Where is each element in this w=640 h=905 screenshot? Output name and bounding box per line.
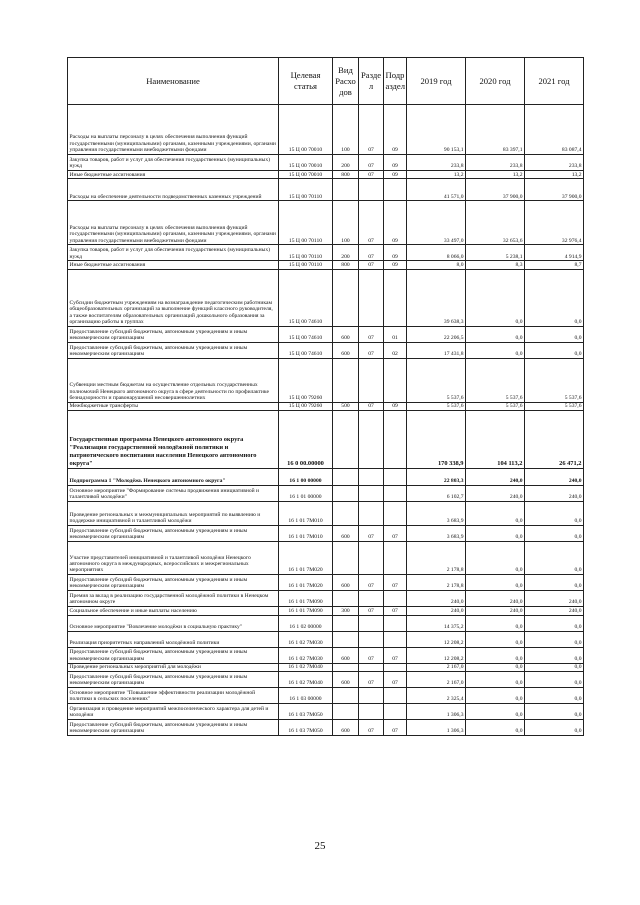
table-row bbox=[68, 575, 584, 591]
row-target-article: 15 Ц 00 74610 bbox=[279, 269, 333, 326]
row-name: Предоставление субсидий бюджетным, автономным учреждениям и иным некоммерческим организациям bbox=[68, 720, 279, 736]
table-row bbox=[68, 261, 584, 269]
row-section bbox=[359, 486, 384, 502]
table-row bbox=[68, 358, 584, 402]
row-target-article: 15 Ц 00 70110 bbox=[279, 261, 333, 269]
row-expense-type: 100 bbox=[333, 105, 359, 155]
row-value-2020: 0,0 bbox=[466, 672, 525, 688]
row-name: Иные бюджетные ассигнования bbox=[68, 171, 279, 179]
table-row bbox=[68, 607, 584, 615]
row-value-2020: 0,0 bbox=[466, 704, 525, 720]
row-section: 07 bbox=[359, 575, 384, 591]
row-expense-type: 600 bbox=[333, 672, 359, 688]
row-value-2019: 13,2 bbox=[407, 171, 466, 179]
row-expense-type bbox=[333, 358, 359, 402]
row-target-article: 15 Ц 00 70010 bbox=[279, 155, 333, 171]
row-value-2020: 0,0 bbox=[466, 663, 525, 671]
table-row bbox=[68, 526, 584, 542]
row-subsection bbox=[384, 469, 407, 486]
table-row bbox=[68, 631, 584, 647]
row-section: 07 bbox=[359, 647, 384, 663]
row-subsection bbox=[384, 615, 407, 631]
table-body bbox=[68, 105, 584, 736]
row-target-article: 15 Ц 00 70110 bbox=[279, 201, 333, 245]
row-value-2021: 0,0 bbox=[525, 342, 584, 358]
table-row bbox=[68, 245, 584, 261]
row-expense-type bbox=[333, 688, 359, 704]
row-name: Закупка товаров, работ и услуг для обеспечения государственных (муниципальных) нужд bbox=[68, 245, 279, 261]
table-row bbox=[68, 402, 584, 410]
row-expense-type: 200 bbox=[333, 155, 359, 171]
row-name: Предоставление субсидий бюджетным, автономным учреждениям и иным некоммерческим организациям bbox=[68, 342, 279, 358]
header-subsection: Подр аздел bbox=[384, 58, 407, 105]
row-value-2021: 0,0 bbox=[525, 720, 584, 736]
row-subsection: 09 bbox=[384, 245, 407, 261]
row-subsection bbox=[384, 688, 407, 704]
row-target-article: 15 Ц 00 70110 bbox=[279, 245, 333, 261]
row-value-2019: 33 497,0 bbox=[407, 201, 466, 245]
row-value-2021: 0,0 bbox=[525, 672, 584, 688]
budget-table bbox=[67, 57, 584, 736]
row-target-article: 16 1 01 7М090 bbox=[279, 607, 333, 615]
row-target-article: 16 1 01 7М010 bbox=[279, 526, 333, 542]
table-row bbox=[68, 179, 584, 201]
table-row bbox=[68, 542, 584, 575]
row-name: Премия за вклад в реализацию государственной молодёжной политики в Ненецком автономном округе bbox=[68, 591, 279, 607]
row-subsection bbox=[384, 358, 407, 402]
row-subsection bbox=[384, 179, 407, 201]
row-name: Расходы на выплаты персоналу в целях обеспечения выполнения функций государственными (муниципальными) органами, казенными учреждениями, органами управления государственными внебюджетными фондами bbox=[68, 201, 279, 245]
row-section: 07 bbox=[359, 201, 384, 245]
row-value-2021: 5 537,6 bbox=[525, 358, 584, 402]
row-value-2019: 90 153,1 bbox=[407, 105, 466, 155]
row-value-2019: 39 638,3 bbox=[407, 269, 466, 326]
row-value-2021: 0,0 bbox=[525, 631, 584, 647]
row-subsection bbox=[384, 269, 407, 326]
row-name: Расходы на обеспечение деятельности подведомственных казенных учреждений bbox=[68, 179, 279, 201]
row-expense-type bbox=[333, 704, 359, 720]
row-value-2020: 13,2 bbox=[466, 171, 525, 179]
row-target-article: 15 Ц 00 79260 bbox=[279, 402, 333, 410]
row-value-2020: 5 537,6 bbox=[466, 402, 525, 410]
row-value-2021: 13,2 bbox=[525, 171, 584, 179]
row-value-2021: 0,0 bbox=[525, 647, 584, 663]
row-value-2020: 0,0 bbox=[466, 269, 525, 326]
row-value-2021: 4 914,9 bbox=[525, 245, 584, 261]
row-target-article: 15 Ц 00 70010 bbox=[279, 171, 333, 179]
row-value-2021: 240,0 bbox=[525, 486, 584, 502]
row-expense-type: 600 bbox=[333, 342, 359, 358]
row-section bbox=[359, 631, 384, 647]
row-subsection: 07 bbox=[384, 647, 407, 663]
row-expense-type bbox=[333, 502, 359, 526]
row-value-2021: 0,0 bbox=[525, 326, 584, 342]
row-subsection: 09 bbox=[384, 155, 407, 171]
row-value-2019: 2 167,0 bbox=[407, 672, 466, 688]
row-name: Проведение региональных и межмуниципальных мероприятий по выявлению и поддержке инициативной и талантливой молодёжи bbox=[68, 502, 279, 526]
row-value-2021: 0,0 bbox=[525, 269, 584, 326]
header-name: Наименование bbox=[68, 58, 279, 105]
row-section: 07 bbox=[359, 261, 384, 269]
row-value-2020: 83 397,1 bbox=[466, 105, 525, 155]
row-value-2021: 5 537,6 bbox=[525, 402, 584, 410]
row-target-article: 15 Ц 00 74610 bbox=[279, 326, 333, 342]
header-2021: 2021 год bbox=[525, 58, 584, 105]
table-header-row bbox=[68, 58, 584, 105]
row-value-2021: 83 087,4 bbox=[525, 105, 584, 155]
row-target-article: 15 Ц 00 74610 bbox=[279, 342, 333, 358]
row-section: 07 bbox=[359, 607, 384, 615]
row-value-2019: 41 571,0 bbox=[407, 179, 466, 201]
row-value-2020: 233,8 bbox=[466, 155, 525, 171]
row-section bbox=[359, 411, 384, 469]
row-value-2019: 6 102,7 bbox=[407, 486, 466, 502]
document-page bbox=[67, 57, 583, 736]
row-value-2019: 5 537,6 bbox=[407, 358, 466, 402]
row-expense-type bbox=[333, 179, 359, 201]
row-subsection bbox=[384, 704, 407, 720]
row-value-2021: 8,7 bbox=[525, 261, 584, 269]
row-section bbox=[359, 179, 384, 201]
row-section bbox=[359, 502, 384, 526]
row-name: Государственная программа Ненецкого автономного округа "Реализация государственной молодёжной политики и патриотического воспитания населения Ненецкого автономного округа" bbox=[68, 411, 279, 469]
row-section bbox=[359, 469, 384, 486]
table-row bbox=[68, 502, 584, 526]
row-name: Предоставление субсидий бюджетным, автономным учреждениям и иным некоммерческим организациям bbox=[68, 326, 279, 342]
row-name: Подпрограмма 1 "Молодёжь Ненецкого автономного округа" bbox=[68, 469, 279, 486]
row-name: Расходы на выплаты персоналу в целях обеспечения выполнения функций государственными (муниципальными) органами, казенными учреждениями, органами управления государственными внебюджетными фондами bbox=[68, 105, 279, 155]
table-row bbox=[68, 269, 584, 326]
row-expense-type: 800 bbox=[333, 171, 359, 179]
row-subsection bbox=[384, 411, 407, 469]
page-number: 25 bbox=[314, 840, 326, 852]
row-subsection: 07 bbox=[384, 720, 407, 736]
row-name: Реализация приоритетных направлений молодёжной политики bbox=[68, 631, 279, 647]
row-value-2020: 8,3 bbox=[466, 261, 525, 269]
row-value-2019: 17 431,8 bbox=[407, 342, 466, 358]
row-section: 07 bbox=[359, 672, 384, 688]
row-section: 07 bbox=[359, 245, 384, 261]
row-name: Проведение региональных мероприятий для молодёжи bbox=[68, 663, 279, 671]
row-expense-type bbox=[333, 591, 359, 607]
row-section bbox=[359, 688, 384, 704]
row-subsection: 09 bbox=[384, 201, 407, 245]
row-value-2020: 240,0 bbox=[466, 591, 525, 607]
row-subsection: 09 bbox=[384, 171, 407, 179]
row-expense-type: 300 bbox=[333, 607, 359, 615]
table-row bbox=[68, 672, 584, 688]
header-section: Разде л bbox=[359, 58, 384, 105]
row-subsection bbox=[384, 542, 407, 575]
table-row bbox=[68, 171, 584, 179]
row-value-2019: 233,8 bbox=[407, 155, 466, 171]
row-value-2019: 12 208,2 bbox=[407, 647, 466, 663]
row-value-2021: 0,0 bbox=[525, 542, 584, 575]
row-target-article: 16 1 03 00000 bbox=[279, 688, 333, 704]
row-target-article: 16 1 02 00000 bbox=[279, 615, 333, 631]
row-name: Предоставление субсидий бюджетным, автономным учреждениям и иным некоммерческим организациям bbox=[68, 647, 279, 663]
row-subsection bbox=[384, 631, 407, 647]
row-value-2020: 0,0 bbox=[466, 502, 525, 526]
row-value-2019: 8 066,0 bbox=[407, 245, 466, 261]
row-target-article: 16 1 01 7М020 bbox=[279, 575, 333, 591]
row-value-2021: 233,8 bbox=[525, 155, 584, 171]
row-value-2020: 0,0 bbox=[466, 575, 525, 591]
row-value-2021: 0,0 bbox=[525, 663, 584, 671]
row-value-2019: 3 683,9 bbox=[407, 526, 466, 542]
row-target-article: 16 1 01 7М010 bbox=[279, 502, 333, 526]
row-target-article: 16 1 03 7М050 bbox=[279, 720, 333, 736]
row-expense-type bbox=[333, 469, 359, 486]
row-value-2019: 14 375,2 bbox=[407, 615, 466, 631]
row-section bbox=[359, 358, 384, 402]
row-subsection bbox=[384, 502, 407, 526]
row-name: Предоставление субсидий бюджетным, автономным учреждениям и иным некоммерческим организациям bbox=[68, 575, 279, 591]
row-target-article: 16 1 01 00000 bbox=[279, 486, 333, 502]
row-value-2020: 0,0 bbox=[466, 720, 525, 736]
row-subsection: 09 bbox=[384, 402, 407, 410]
row-name: Предоставление субсидий бюджетным, автономным учреждениям и иным некоммерческим организациям bbox=[68, 672, 279, 688]
row-target-article: 16 1 00 00000 bbox=[279, 469, 333, 486]
table-row bbox=[68, 720, 584, 736]
table-row bbox=[68, 105, 584, 155]
row-name: Основное мероприятие "Формирование системы продвижения инициативной и талантливой молодёжи" bbox=[68, 486, 279, 502]
row-expense-type: 600 bbox=[333, 526, 359, 542]
row-expense-type: 500 bbox=[333, 402, 359, 410]
row-value-2020: 0,0 bbox=[466, 631, 525, 647]
table-row bbox=[68, 486, 584, 502]
table-row bbox=[68, 342, 584, 358]
table-row bbox=[68, 704, 584, 720]
row-value-2020: 0,0 bbox=[466, 542, 525, 575]
row-value-2020: 0,0 bbox=[466, 688, 525, 704]
row-expense-type bbox=[333, 486, 359, 502]
row-value-2021: 0,0 bbox=[525, 615, 584, 631]
row-subsection: 07 bbox=[384, 607, 407, 615]
row-value-2019: 5 537,6 bbox=[407, 402, 466, 410]
row-value-2020: 104 113,2 bbox=[466, 411, 525, 469]
row-target-article: 15 Ц 00 70010 bbox=[279, 105, 333, 155]
row-section bbox=[359, 591, 384, 607]
row-value-2021: 240,0 bbox=[525, 591, 584, 607]
row-target-article: 16 0 00.00000 bbox=[279, 411, 333, 469]
row-expense-type: 800 bbox=[333, 261, 359, 269]
row-target-article: 16 1 02 7М040 bbox=[279, 663, 333, 671]
row-section: 07 bbox=[359, 155, 384, 171]
row-target-article: 16 1 02 7М040 bbox=[279, 672, 333, 688]
row-expense-type: 200 bbox=[333, 245, 359, 261]
table-row bbox=[68, 663, 584, 671]
row-name: Субвенции местным бюджетам на осуществление отдельных государственных полномочий Ненецкого автономного округа в сфере деятельности по профилактике безнадзорности и правонарушений несовершеннолетних bbox=[68, 358, 279, 402]
row-name: Основное мероприятие "Вовлечение молодёжи в социальную практику" bbox=[68, 615, 279, 631]
row-value-2020: 0,0 bbox=[466, 647, 525, 663]
row-value-2019: 240,0 bbox=[407, 591, 466, 607]
row-name: Субсидии бюджетным учреждениям на вознаграждение педагогическим работникам общеобразовательных организаций за выполнение функций классного руководителя, а также воспитателям образовательных организаций дошкольного образования за организацию работы в группах bbox=[68, 269, 279, 326]
row-value-2019: 2 178,8 bbox=[407, 575, 466, 591]
row-value-2020: 0,0 bbox=[466, 615, 525, 631]
row-value-2021: 0,0 bbox=[525, 575, 584, 591]
row-section: 07 bbox=[359, 326, 384, 342]
row-subsection: 07 bbox=[384, 526, 407, 542]
row-value-2020: 5 238,1 bbox=[466, 245, 525, 261]
row-section: 07 bbox=[359, 105, 384, 155]
row-value-2019: 8,0 bbox=[407, 261, 466, 269]
table-row bbox=[68, 615, 584, 631]
row-subsection: 07 bbox=[384, 672, 407, 688]
header-2020: 2020 год bbox=[466, 58, 525, 105]
table-row bbox=[68, 591, 584, 607]
row-expense-type bbox=[333, 663, 359, 671]
row-name: Иные бюджетные ассигнования bbox=[68, 261, 279, 269]
header-2019: 2019 год bbox=[407, 58, 466, 105]
row-section: 07 bbox=[359, 526, 384, 542]
row-expense-type bbox=[333, 615, 359, 631]
row-subsection: 09 bbox=[384, 105, 407, 155]
row-value-2021: 32 976,4 bbox=[525, 201, 584, 245]
row-target-article: 16 1 01 7М020 bbox=[279, 542, 333, 575]
row-name: Предоставление субсидий бюджетным, автономным учреждениям и иным некоммерческим организациям bbox=[68, 526, 279, 542]
header-expense-type: Вид Расхо дов bbox=[333, 58, 359, 105]
row-expense-type bbox=[333, 411, 359, 469]
row-name: Участие представителей инициативной и талантливой молодёжи Ненецкого автономного округа в международных, всероссийских и межрегиональных мероприятиях bbox=[68, 542, 279, 575]
row-value-2019: 22 206,5 bbox=[407, 326, 466, 342]
row-value-2019: 2 167,0 bbox=[407, 663, 466, 671]
row-expense-type: 600 bbox=[333, 575, 359, 591]
row-section bbox=[359, 542, 384, 575]
row-value-2019: 170 338,9 bbox=[407, 411, 466, 469]
table-row bbox=[68, 155, 584, 171]
row-target-article: 16 1 03 7М050 bbox=[279, 704, 333, 720]
row-section: 07 bbox=[359, 720, 384, 736]
row-name: Организация и проведение мероприятий межпоселенческого характера для детей и молодёжи bbox=[68, 704, 279, 720]
row-value-2021: 240,0 bbox=[525, 607, 584, 615]
row-value-2021: 26 471,2 bbox=[525, 411, 584, 469]
row-name: Межбюджетные трансферты bbox=[68, 402, 279, 410]
row-subsection bbox=[384, 486, 407, 502]
row-name: Основное мероприятие "Повышение эффективности реализации молодёжной политики в сельских поселениях" bbox=[68, 688, 279, 704]
row-target-article: 15 Ц 00 70110 bbox=[279, 179, 333, 201]
row-value-2019: 1 306,3 bbox=[407, 720, 466, 736]
row-value-2019: 2 325,4 bbox=[407, 688, 466, 704]
row-section bbox=[359, 663, 384, 671]
row-section: 07 bbox=[359, 402, 384, 410]
row-value-2019: 240,0 bbox=[407, 607, 466, 615]
table-row bbox=[68, 688, 584, 704]
row-value-2020: 32 653,6 bbox=[466, 201, 525, 245]
row-subsection: 01 bbox=[384, 326, 407, 342]
row-section: 07 bbox=[359, 171, 384, 179]
header-target-article: Целевая статья bbox=[279, 58, 333, 105]
row-name: Закупка товаров, работ и услуг для обеспечения государственных (муниципальных) нужд bbox=[68, 155, 279, 171]
row-subsection bbox=[384, 663, 407, 671]
row-target-article: 16 1 01 7М090 bbox=[279, 591, 333, 607]
table-row bbox=[68, 469, 584, 486]
row-subsection: 02 bbox=[384, 342, 407, 358]
row-value-2020: 0,0 bbox=[466, 342, 525, 358]
row-name: Социальное обеспечение и иные выплаты населению bbox=[68, 607, 279, 615]
table-row bbox=[68, 647, 584, 663]
row-section bbox=[359, 269, 384, 326]
row-value-2020: 0,0 bbox=[466, 526, 525, 542]
row-expense-type: 600 bbox=[333, 647, 359, 663]
row-target-article: 16 1 02 7М030 bbox=[279, 631, 333, 647]
table-row bbox=[68, 411, 584, 469]
row-subsection: 07 bbox=[384, 575, 407, 591]
row-section: 07 bbox=[359, 342, 384, 358]
table-row bbox=[68, 201, 584, 245]
row-value-2021: 0,0 bbox=[525, 502, 584, 526]
row-value-2019: 12 208,2 bbox=[407, 631, 466, 647]
row-section bbox=[359, 704, 384, 720]
row-value-2021: 0,0 bbox=[525, 704, 584, 720]
row-value-2020: 240,0 bbox=[466, 607, 525, 615]
row-value-2019: 1 306,3 bbox=[407, 704, 466, 720]
row-subsection: 09 bbox=[384, 261, 407, 269]
row-value-2021: 37 900,0 bbox=[525, 179, 584, 201]
row-expense-type bbox=[333, 269, 359, 326]
row-value-2020: 5 537,6 bbox=[466, 358, 525, 402]
row-value-2021: 0,0 bbox=[525, 688, 584, 704]
row-expense-type bbox=[333, 542, 359, 575]
row-value-2019: 3 683,9 bbox=[407, 502, 466, 526]
row-expense-type: 600 bbox=[333, 720, 359, 736]
row-target-article: 16 1 02 7М030 bbox=[279, 647, 333, 663]
row-value-2019: 2 178,8 bbox=[407, 542, 466, 575]
row-value-2020: 37 900,0 bbox=[466, 179, 525, 201]
row-value-2021: 240,0 bbox=[525, 469, 584, 486]
row-value-2021: 0,0 bbox=[525, 526, 584, 542]
row-target-article: 15 Ц 00 79260 bbox=[279, 358, 333, 402]
row-subsection bbox=[384, 591, 407, 607]
row-value-2020: 240,0 bbox=[466, 469, 525, 486]
row-expense-type bbox=[333, 631, 359, 647]
row-value-2020: 0,0 bbox=[466, 326, 525, 342]
row-value-2019: 22 803,3 bbox=[407, 469, 466, 486]
row-value-2020: 240,0 bbox=[466, 486, 525, 502]
row-expense-type: 600 bbox=[333, 326, 359, 342]
table-row bbox=[68, 326, 584, 342]
row-expense-type: 100 bbox=[333, 201, 359, 245]
row-section bbox=[359, 615, 384, 631]
